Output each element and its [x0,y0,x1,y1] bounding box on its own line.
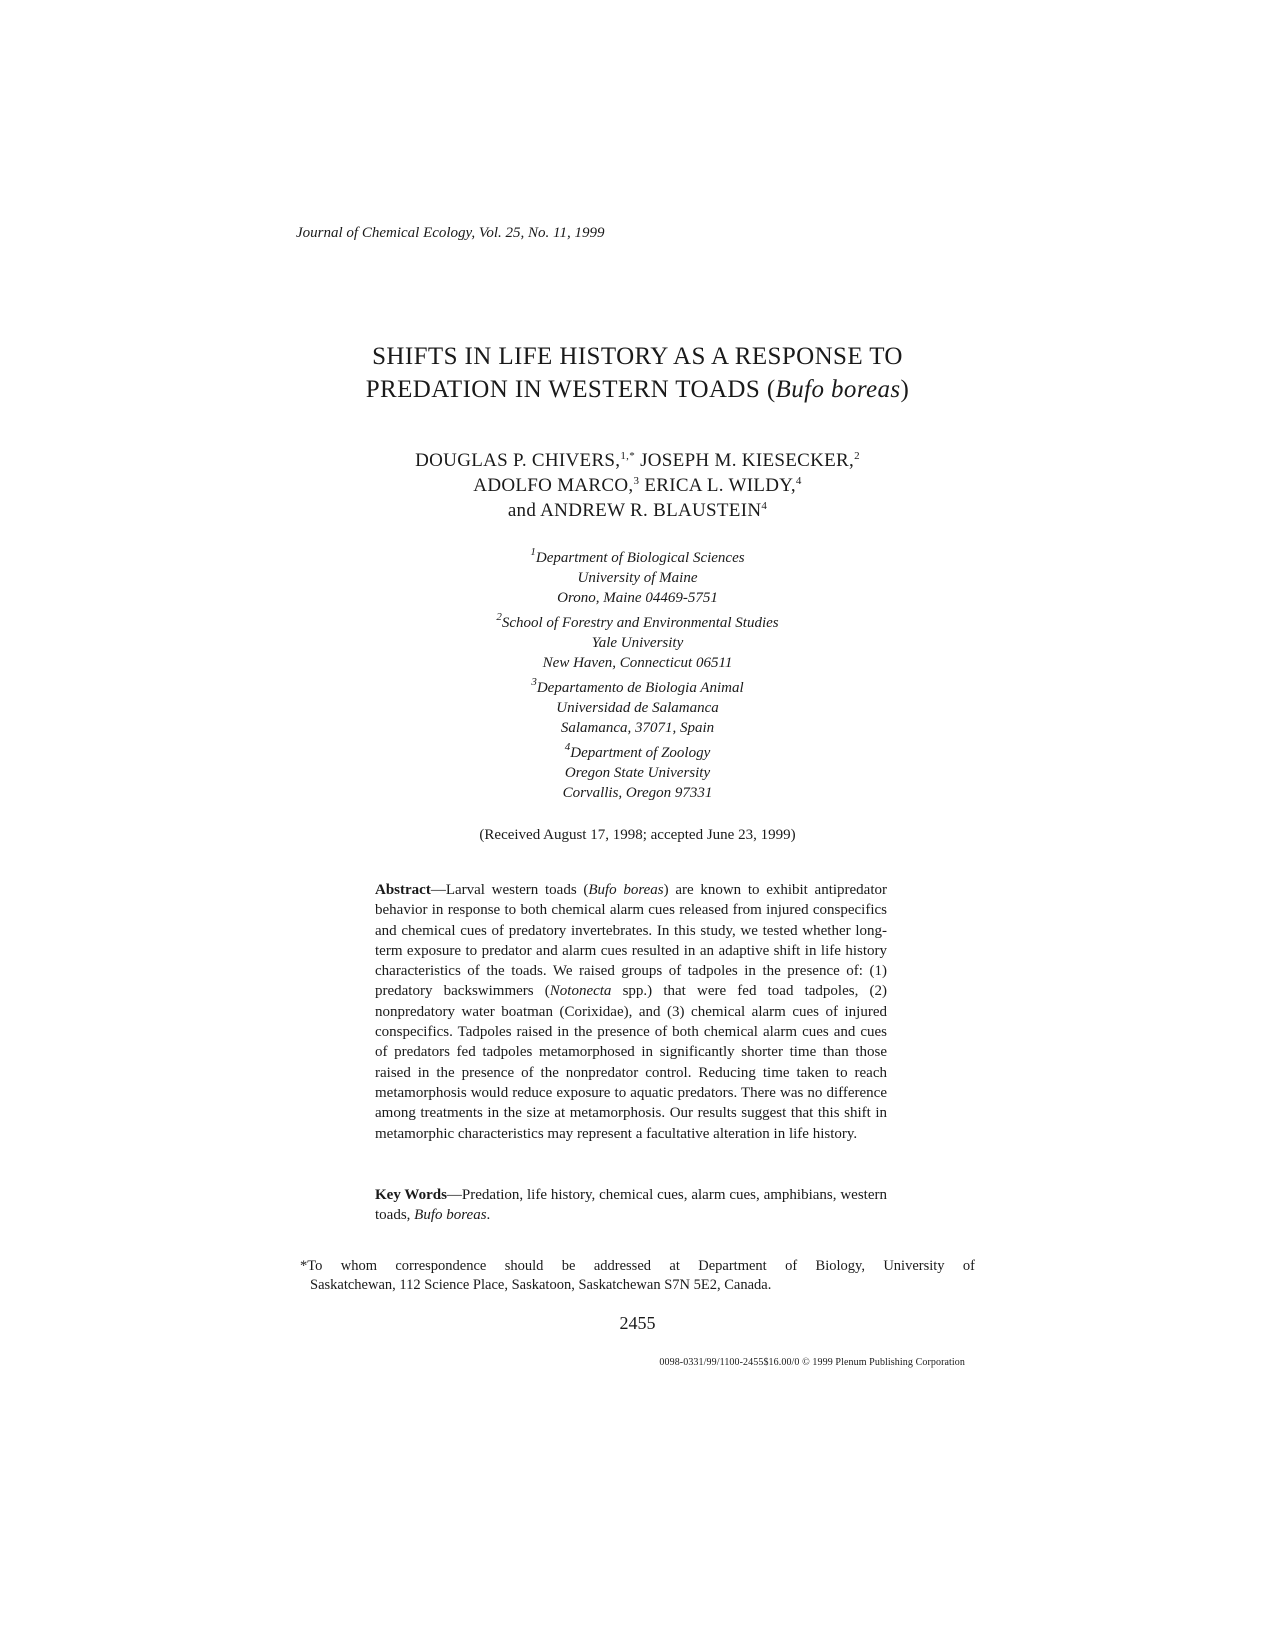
correspondence-footnote [300,1257,975,1295]
author-affil-mark: 2 [854,450,860,462]
affil-department: School of Forestry and Environmental Studies [501,615,779,631]
copyright-line: 0098-0331/99/1100-2455$16.00/0 © 1999 Plenum Publishing Corporation [659,1357,965,1368]
author-name: DOUGLAS P. CHIVERS, [415,450,621,471]
affiliation-1 [0,548,1275,608]
affiliation-2 [0,613,1275,673]
author-line-2 [0,473,1275,498]
title-species: Bufo boreas [775,376,901,403]
abstract-genus: Notonecta [549,983,612,1000]
author-line-3 [0,498,1275,523]
footnote-line-2: Saskatchewan, 112 Science Place, Saskatoon, Saskatchewan S7N 5E2, Canada. [310,1277,772,1293]
author-list [0,448,1275,523]
page-number: 2455 [619,1313,656,1333]
key-words [375,1185,887,1226]
abstract-label: Abstract [375,882,431,898]
author-name: ADOLFO MARCO, [473,475,634,496]
author-affil-mark: 3 [633,475,640,487]
keywords-end: . [486,1207,491,1224]
author-name: and ANDREW R. BLAUSTEIN [507,500,762,521]
abstract-text-1: —Larval western toads ( [430,882,589,898]
affil-number: 2 [496,611,502,623]
affil-institution: University of Maine [577,570,698,586]
affil-department: Department of Zoology [570,745,711,761]
paper-title [0,340,1275,406]
affil-department: Departamento de Biologia Animal [536,680,744,696]
affil-number: 3 [531,676,537,688]
author-line-1 [0,448,1275,473]
affil-location: Orono, Maine 04469-5751 [557,590,718,606]
footnote-line-1: *To whom correspondence should be addressed at Department of Biology, University of [300,1258,975,1274]
journal-citation: Journal of Chemical Ecology, Vol. 25, No. 11, 1999 [296,225,605,241]
affil-institution: Yale University [591,635,684,651]
affil-institution: Universidad de Salamanca [556,700,719,716]
abstract-text-3: spp.) that were fed toad tadpoles, (2) nonpredatory water boatman (Corixidae), and (3) chemical alarm cues of injured conspecifics. Tadpoles raised in the presence of both chemical alarm cues and cues of predators fed tadpoles metamorphosed in significantly shorter time than those raised in the presence of the nonpredator control. Reducing time taken to reach metamorphosis would reduce exposure to aquatic predators. There was no difference among treatments in the size at metamorphosis. Our results suggest that this shift in metamorphic characteristics may represent a facultative alteration in life history. [375,983,887,1142]
abstract-species: Bufo boreas [588,882,664,898]
author-affil-mark: 4 [761,500,768,512]
author-name: ERICA L. WILDY, [644,475,796,496]
affil-number: 4 [564,741,571,753]
affil-location: Corvallis, Oregon 97331 [562,785,713,801]
keywords-label: Key Words [375,1187,447,1203]
abstract-text-2: ) are known to exhibit antipredator behavior in response to both chemical alarm cues released from injured conspecifics and chemical cues of predatory invertebrates. In this study, we tested whether long-term exposure to predator and alarm cues resulted in an adaptive shift in life history characteristics of the toads. We raised groups of tadpoles in the presence of: (1) predatory backswimmers ( [375,882,888,1000]
affiliation-4 [0,743,1275,803]
title-line-2 [0,373,1275,406]
abstract [375,880,887,1144]
received-dates: (Received August 17, 1998; accepted June 23, 1999) [479,827,796,843]
author-name: JOSEPH M. KIESECKER, [640,450,855,471]
affil-location: New Haven, Connecticut 06511 [542,655,733,671]
keywords-text: —Predation, life history, chemical cues, alarm cues, amphibians, western toads, [375,1187,887,1224]
affiliations [0,548,1275,808]
keywords-species: Bufo boreas [414,1207,487,1224]
affiliation-3 [0,678,1275,738]
author-affil-mark: 1,* [620,450,636,462]
affil-department: Department of Biological Sciences [535,550,745,566]
title-line-1: SHIFTS IN LIFE HISTORY AS A RESPONSE TO [372,343,903,370]
affil-number: 1 [530,546,536,558]
affil-institution: Oregon State University [564,765,711,781]
affil-location: Salamanca, 37071, Spain [560,720,715,736]
author-affil-mark: 4 [795,475,802,487]
title-line-2-prefix: PREDATION IN WESTERN TOADS ( [365,376,776,403]
title-line-2-suffix: ) [900,376,910,403]
